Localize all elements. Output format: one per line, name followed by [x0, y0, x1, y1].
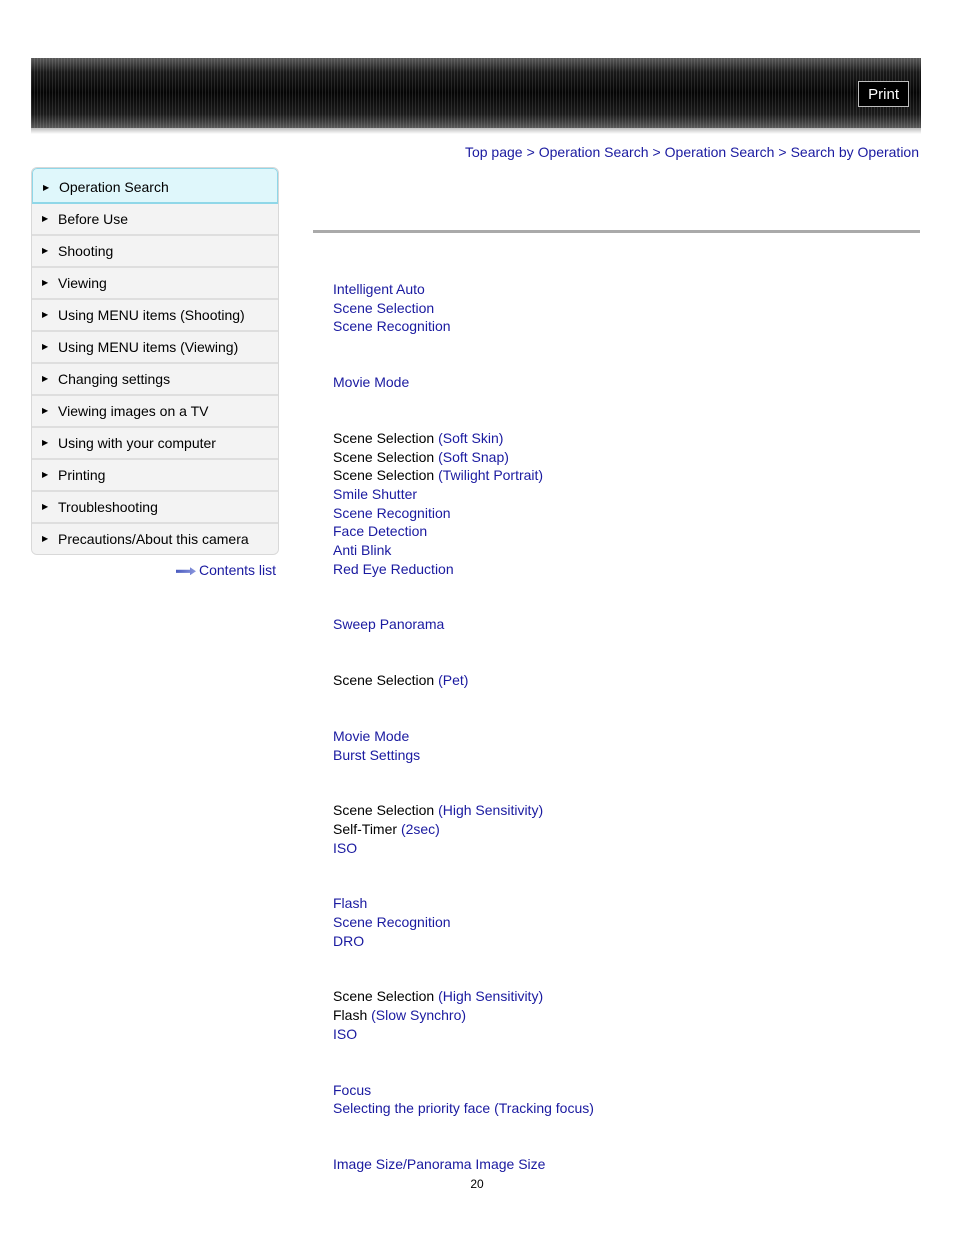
operation-link[interactable]: Sweep Panorama	[333, 616, 445, 633]
item-prefix: Scene Selection	[333, 448, 439, 465]
breadcrumb-separator: >	[526, 144, 535, 160]
list-item	[333, 1099, 913, 1118]
list-item	[333, 560, 913, 579]
breadcrumb-link[interactable]: Top page	[464, 144, 523, 160]
list-item	[333, 1006, 913, 1025]
list-item	[333, 280, 913, 299]
sidebar-item[interactable]	[32, 364, 278, 396]
contents-list-label: Contents list	[199, 562, 277, 578]
operation-link[interactable]: ISO	[333, 839, 358, 856]
list-item	[333, 1155, 913, 1174]
operation-link[interactable]: (Pet)	[438, 672, 469, 689]
title-divider	[313, 230, 920, 233]
list-item	[333, 1081, 913, 1100]
list-item	[333, 746, 913, 765]
operation-link[interactable]: Face Detection	[333, 523, 428, 540]
sidebar-item-label: Printing	[58, 467, 106, 483]
triangle-right-icon: ▶	[42, 246, 49, 255]
triangle-right-icon: ▶	[42, 310, 49, 319]
list-item	[333, 504, 913, 523]
operation-link[interactable]: (Slow Synchro)	[371, 1007, 467, 1024]
sidebar-item-label: Troubleshooting	[58, 499, 158, 515]
list-item	[333, 485, 913, 504]
list-item	[333, 317, 913, 336]
list-item	[333, 299, 913, 318]
breadcrumb-separator: >	[778, 144, 787, 160]
operation-link[interactable]: Red Eye Reduction	[333, 560, 454, 577]
operation-link[interactable]: Smile Shutter	[333, 485, 418, 502]
sidebar-item[interactable]	[32, 332, 278, 364]
list-item	[333, 615, 913, 634]
list-item	[333, 373, 913, 392]
list-item	[333, 429, 913, 448]
triangle-right-icon: ▶	[42, 214, 49, 223]
item-prefix: Scene Selection	[333, 672, 439, 689]
operation-link[interactable]: Scene Selection	[333, 299, 435, 316]
operation-group	[333, 894, 913, 950]
operation-group	[333, 280, 913, 336]
sidebar-item[interactable]	[32, 396, 278, 428]
item-prefix: Scene Selection	[333, 988, 439, 1005]
operation-group	[333, 1155, 913, 1174]
operation-link[interactable]: Intelligent Auto	[333, 281, 425, 297]
list-item	[333, 466, 913, 485]
operation-link[interactable]: ISO	[333, 1025, 358, 1042]
sidebar-item-label: Using MENU items (Shooting)	[58, 307, 245, 323]
sidebar-item-label: Shooting	[58, 243, 114, 259]
breadcrumb-separator: >	[652, 144, 661, 160]
operation-group	[333, 615, 913, 634]
triangle-right-icon: ▶	[43, 183, 50, 192]
sidebar-item[interactable]	[32, 524, 278, 554]
triangle-right-icon: ▶	[42, 534, 49, 543]
list-item	[333, 820, 913, 839]
triangle-right-icon: ▶	[42, 406, 49, 415]
list-item	[333, 671, 913, 690]
sidebar-item[interactable]	[32, 300, 278, 332]
right-arrow-icon	[176, 567, 196, 575]
breadcrumb-link[interactable]: Operation Search	[538, 144, 649, 160]
item-prefix: Self-Timer	[333, 820, 401, 837]
triangle-right-icon: ▶	[42, 374, 49, 383]
operation-link[interactable]: Anti Blink	[333, 542, 392, 559]
sidebar-item[interactable]	[32, 268, 278, 300]
operation-link[interactable]: Scene Recognition	[333, 504, 451, 521]
operation-link[interactable]: (2sec)	[400, 820, 440, 837]
operation-link[interactable]: Selecting the priority face (Tracking focus)	[333, 1100, 594, 1117]
sidebar-item[interactable]	[32, 236, 278, 268]
sidebar-item-label: Using with your computer	[58, 435, 216, 451]
breadcrumb-link[interactable]: Search by Operation	[790, 144, 919, 160]
triangle-right-icon: ▶	[42, 342, 49, 351]
operation-link[interactable]: Scene Recognition	[333, 318, 451, 335]
list-item	[333, 541, 913, 560]
operation-link[interactable]: (High Sensitivity)	[438, 802, 544, 819]
operation-link[interactable]: Movie Mode	[333, 727, 410, 744]
sidebar-item-label: Using MENU items (Viewing)	[58, 339, 239, 355]
operation-list	[333, 280, 913, 1211]
operation-group	[333, 1081, 913, 1118]
operation-link[interactable]: (High Sensitivity)	[438, 988, 544, 1005]
contents-list-link[interactable]	[176, 562, 276, 578]
operation-group	[333, 987, 913, 1043]
list-item	[333, 987, 913, 1006]
triangle-right-icon: ▶	[42, 470, 49, 479]
item-prefix: Scene Selection	[333, 467, 439, 484]
operation-group	[333, 373, 913, 392]
operation-link[interactable]: (Soft Skin)	[438, 429, 504, 446]
operation-link[interactable]: DRO	[333, 932, 365, 949]
sidebar-item-label: Precautions/About this camera	[58, 531, 249, 547]
list-item	[333, 913, 913, 932]
item-prefix: Flash	[333, 1007, 372, 1024]
triangle-right-icon: ▶	[42, 502, 49, 511]
list-item	[333, 801, 913, 820]
operation-link[interactable]: Flash	[333, 895, 368, 912]
triangle-right-icon: ▶	[42, 438, 49, 447]
item-prefix: Scene Selection	[333, 429, 439, 446]
list-item	[333, 839, 913, 858]
operation-group	[333, 429, 913, 579]
sidebar-item[interactable]	[32, 204, 278, 236]
triangle-right-icon: ▶	[42, 278, 49, 287]
sidebar-item-label: Viewing images on a TV	[58, 403, 209, 419]
breadcrumb	[465, 144, 919, 160]
header-banner	[31, 58, 921, 128]
item-prefix: Scene Selection	[333, 802, 439, 819]
breadcrumb-link[interactable]: Operation Search	[664, 144, 775, 160]
operation-link[interactable]: (Twilight Portrait)	[438, 467, 544, 484]
sidebar-item-label: Viewing	[58, 275, 107, 291]
sidebar-item[interactable]	[32, 428, 278, 460]
list-item	[333, 1025, 913, 1044]
sidebar-nav	[31, 167, 279, 555]
list-item	[333, 448, 913, 467]
page-number: 20	[470, 1177, 484, 1191]
operation-link[interactable]: Movie Mode	[333, 374, 410, 391]
operation-link[interactable]: Focus	[333, 1081, 372, 1098]
operation-group	[333, 727, 913, 764]
operation-group	[333, 671, 913, 690]
list-item	[333, 894, 913, 913]
operation-link[interactable]: (Soft Snap)	[438, 448, 509, 465]
list-item	[333, 522, 913, 541]
list-item	[333, 932, 913, 951]
operation-link[interactable]: Burst Settings	[333, 746, 421, 763]
sidebar-item-label: Before Use	[58, 211, 129, 227]
sidebar-item[interactable]	[32, 460, 278, 492]
sidebar-item-label: Operation Search	[59, 179, 169, 195]
sidebar-item[interactable]	[32, 492, 278, 524]
sidebar-item-label: Changing settings	[58, 371, 171, 387]
print-button[interactable]: Print	[858, 81, 909, 107]
operation-link[interactable]: Scene Recognition	[333, 914, 451, 931]
operation-group	[333, 801, 913, 857]
operation-link[interactable]: Image Size/Panorama Image Size	[333, 1155, 546, 1172]
sidebar-item[interactable]	[32, 168, 278, 204]
list-item	[333, 727, 913, 746]
